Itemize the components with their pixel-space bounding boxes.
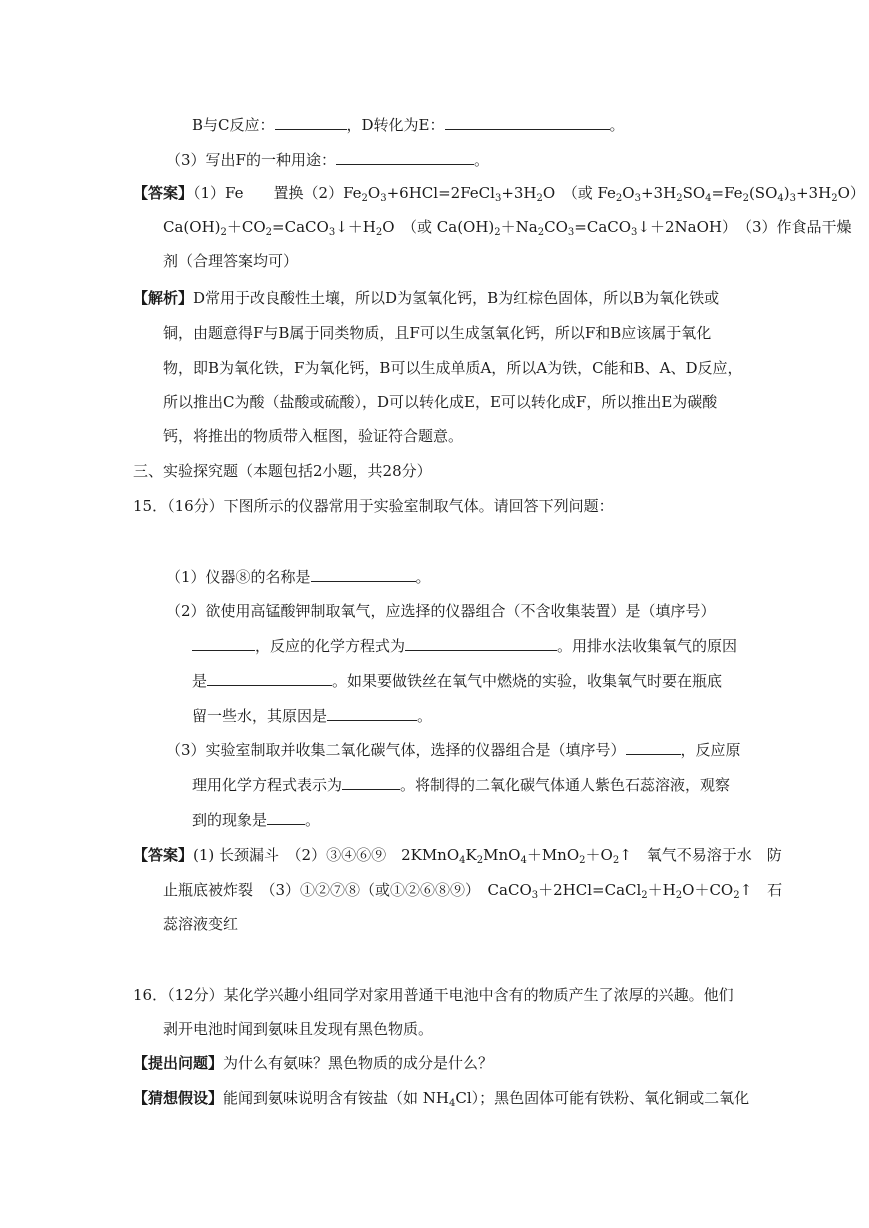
question-text: 到的现象是 xyxy=(192,811,268,829)
answer15-row1 xyxy=(133,845,782,865)
answer-text: ) xyxy=(783,184,790,202)
subscript: 2 xyxy=(742,193,749,204)
question-text: ，反应的化学方程式为 xyxy=(255,637,406,655)
subscript: 2 xyxy=(579,855,586,866)
analysis-line-2 xyxy=(163,323,711,343)
answer-text: ＋H xyxy=(647,881,676,899)
section-title: 三、实验探究题（本题包括2小题，共28分） xyxy=(133,462,432,480)
blank-co2-set[interactable] xyxy=(626,740,681,755)
answer-tag: 【答案】 xyxy=(133,846,194,864)
answer-text: O xyxy=(367,184,381,202)
answer-text: ＋2HCl=CaCl xyxy=(538,881,642,899)
answer-text: CO xyxy=(544,218,568,236)
analysis-text: 物，即B为氧化铁，F为氧化钙，B可以生成单质A，所以A为铁，C能和B、A、D反应， xyxy=(163,359,743,377)
question-text: 。用排水法收集氧气的原因 xyxy=(557,637,738,655)
answer-text: =Fe xyxy=(711,184,743,202)
question-tag: 【提出问题】 xyxy=(133,1054,224,1072)
answer-text: =CaCO xyxy=(574,218,632,236)
q15-stem xyxy=(133,496,614,516)
blank-bc[interactable] xyxy=(275,115,347,130)
q15-part2-line4 xyxy=(192,706,432,726)
q15-part2-line2 xyxy=(192,636,737,656)
answer-text: 蕊溶液变红 xyxy=(163,915,239,933)
answer-text: 止瓶底被炸裂 （3）①②⑦⑧（或①②⑥⑧⑨） CaCO xyxy=(163,881,532,899)
analysis-line-5 xyxy=(163,426,463,446)
answer-text: SO xyxy=(682,184,706,202)
period: 。 xyxy=(473,151,489,169)
question-text: 留一些水，其原因是 xyxy=(192,707,328,725)
blank-instrument-name[interactable] xyxy=(311,567,416,582)
answer-text: 剂（合理答案均可） xyxy=(163,252,299,270)
blank-water-reason[interactable] xyxy=(207,671,332,686)
subscript: 4 xyxy=(777,193,784,204)
answer-text: O （或 Fe xyxy=(542,184,616,202)
de-text: ，D转化为E： xyxy=(346,116,445,134)
analysis-text: 铜，由题意得F与B属于同类物质，且F可以生成氢氧化钙，所以F和B应该属于氧化 xyxy=(163,324,712,342)
subscript: 2 xyxy=(494,227,501,238)
answer-text: ＋Na xyxy=(500,218,538,236)
subscript: 4 xyxy=(449,1098,456,1109)
answer14-row3 xyxy=(163,251,298,271)
answer-text: ↑ 石 xyxy=(739,881,783,899)
q15-part3-line3 xyxy=(192,810,320,830)
subscript: 2 xyxy=(676,193,683,204)
subscript: 2 xyxy=(612,855,620,866)
answer-text: ↓＋H xyxy=(335,218,376,236)
subscript: 3 xyxy=(328,227,336,238)
question-text: 15．（16分）下图所示的仪器常用于实验室制取气体。请回答下列问题： xyxy=(133,497,614,515)
answer-text: O） xyxy=(837,184,865,202)
question-text: 剥开电池时闻到氨味且发现有黑色物质。 xyxy=(163,1020,434,1038)
answer15-row2 xyxy=(163,880,782,900)
bc-text: B与C反应： xyxy=(192,116,275,134)
answer15-row3 xyxy=(163,914,238,934)
q15-part3-line2 xyxy=(192,775,730,795)
question-text: 。如果要做铁丝在氧气中燃烧的实验，收集氧气时要在瓶底 xyxy=(332,672,723,690)
analysis-text: 所以推出C为酸（盐酸或硫酸），D可以转化成E，E可以转化成F，所以推出E为碳酸 xyxy=(163,393,718,411)
blank-kmno4-set[interactable] xyxy=(192,636,255,651)
question-text: 。将制得的二氧化碳气体通人紫色石蕊溶液，观察 xyxy=(400,776,731,794)
answer-text: ＋MnO xyxy=(526,846,580,864)
hypothesis-tag: 【猜想假设】 xyxy=(133,1089,224,1107)
answer-text: +3H xyxy=(501,184,537,202)
answer-text: （1）Fe 置换（2）Fe xyxy=(193,184,362,202)
subscript: 3 xyxy=(494,193,502,204)
subscript: 3 xyxy=(380,193,387,204)
q15-part3-line1 xyxy=(166,740,741,760)
answer-text: K xyxy=(465,846,477,864)
section-heading xyxy=(133,461,432,481)
subscript: 2 xyxy=(375,227,383,238)
period: 。 xyxy=(305,811,321,829)
question-text: （2）欲使用高锰酸钾制取氧气，应选择的仪器组合（不含收集装置）是（填序号） xyxy=(166,602,716,620)
analysis-text: D常用于改良酸性土壤，所以D为氢氧化钙，B为红棕色固体，所以B为氧化铁或 xyxy=(193,289,720,307)
subscript: 2 xyxy=(220,227,227,238)
subscript: 4 xyxy=(459,855,466,866)
answer-text: =CaCO xyxy=(272,218,329,236)
subscript: 4 xyxy=(705,193,712,204)
subscript: 2 xyxy=(265,227,273,238)
answer-tag: 【答案】 xyxy=(133,184,194,202)
question-text: ，反应原 xyxy=(680,741,741,759)
blank-phenomenon[interactable] xyxy=(267,810,305,825)
answer-text: Ca(OH) xyxy=(163,218,221,236)
answer-text: (1) 长颈漏斗 （2）③④⑥⑨ 2KMnO xyxy=(193,846,460,864)
question-text: 16．（12分）某化学兴趣小组同学对家用普通干电池中含有的物质产生了浓厚的兴趣。他们 xyxy=(133,986,734,1004)
subscript: 2 xyxy=(831,193,838,204)
answer-text: O xyxy=(622,184,635,202)
answer14-row1 xyxy=(133,183,865,203)
question-text: 为什么有氨味？黑色物质的成分是什么？ xyxy=(223,1054,494,1072)
subscript: 2 xyxy=(675,890,683,901)
analysis-line-3 xyxy=(163,358,742,378)
period: 。 xyxy=(417,707,433,725)
question-text: 是 xyxy=(192,672,208,690)
answer-text: ↑ 氧气不易溶于水 防 xyxy=(619,846,782,864)
q16-question xyxy=(133,1053,493,1073)
f-use-text: （3）写出F的一种用途： xyxy=(166,151,336,169)
answer-text: ＋O xyxy=(585,846,613,864)
subscript: 3 xyxy=(531,890,539,901)
q16-line1 xyxy=(133,985,734,1005)
q16-hypothesis xyxy=(133,1088,749,1108)
subscript: 2 xyxy=(641,890,648,901)
q16-line2 xyxy=(163,1019,433,1039)
answer-text: +6HCl=2FeCl xyxy=(386,184,495,202)
answer-text: MnO xyxy=(483,846,521,864)
question-text: （1）仪器⑧的名称是 xyxy=(166,568,311,586)
analysis-line-1 xyxy=(133,288,719,308)
answer-text: O （或 Ca(OH) xyxy=(382,218,495,236)
answer-text: O＋CO xyxy=(682,881,734,899)
subscript: 3 xyxy=(567,227,575,238)
period: 。 xyxy=(609,116,625,134)
subscript: 2 xyxy=(361,193,368,204)
subscript: 2 xyxy=(733,890,740,901)
subscript: 3 xyxy=(789,193,796,204)
hypothesis-text: Cl）；黑色固体可能有铁粉、氧化铜或二氧化 xyxy=(455,1089,750,1107)
blank-co2-equation[interactable] xyxy=(342,775,400,790)
subscript: 3 xyxy=(634,193,641,204)
blank-de[interactable] xyxy=(445,115,610,130)
answer14-row2 xyxy=(163,217,852,237)
period: 。 xyxy=(415,568,431,586)
blank-f-use[interactable] xyxy=(336,150,474,165)
answer-text: +3H xyxy=(640,184,677,202)
blank-kmno4-equation[interactable] xyxy=(405,636,557,651)
answer-text: (SO xyxy=(748,184,778,202)
analysis-text: 钙，将推出的物质带入框图，验证符合题意。 xyxy=(163,427,464,445)
question-text: 理用化学方程式表示为 xyxy=(192,776,343,794)
q15-part1 xyxy=(166,567,431,587)
answer-text: ＋CO xyxy=(226,218,266,236)
blank-water-bottom-reason[interactable] xyxy=(327,706,417,721)
subscript: 2 xyxy=(615,193,623,204)
answer-text: ↓＋2NaOH） （3）作食品干燥 xyxy=(637,218,852,236)
hypothesis-text: 能闻到氨味说明含有铵盐（如 NH xyxy=(223,1089,449,1107)
q14-f-line xyxy=(166,150,489,170)
analysis-tag: 【解析】 xyxy=(133,289,194,307)
subscript: 4 xyxy=(520,855,527,866)
q15-part2-line3 xyxy=(192,671,722,691)
subscript: 2 xyxy=(536,193,543,204)
q14-bc-line xyxy=(192,115,625,135)
subscript: 3 xyxy=(631,227,638,238)
subscript: 2 xyxy=(537,227,545,238)
answer-text: +3H xyxy=(795,184,832,202)
analysis-line-4 xyxy=(163,392,717,412)
subscript: 2 xyxy=(476,855,484,866)
q15-part2-line1 xyxy=(166,601,716,621)
question-text: （3）实验室制取并收集二氧化碳气体，选择的仪器组合是（填序号） xyxy=(166,741,626,759)
